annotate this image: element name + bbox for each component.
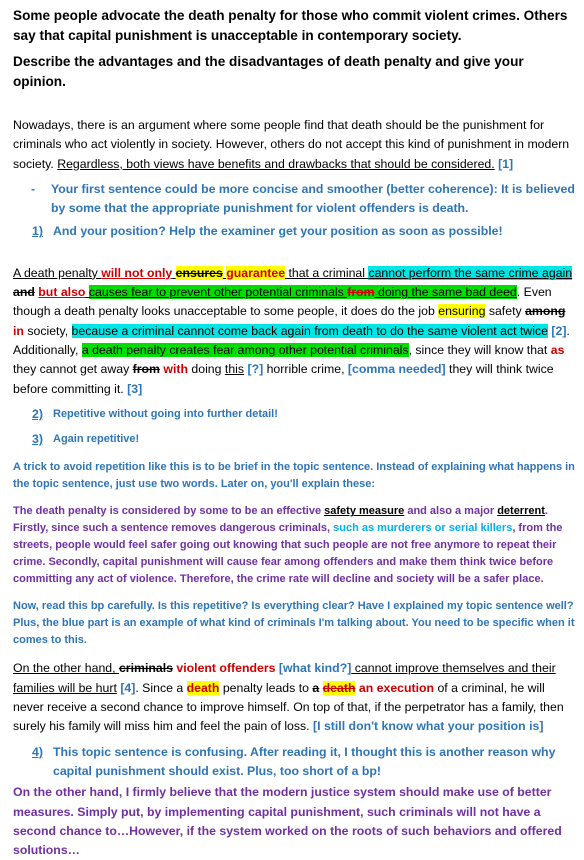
p3-correction: violent offenders xyxy=(176,661,276,676)
example-seg: , from the streets, people would feel safer going out knowing that such people are not free anymore to repeat their crime. Secondly, capital punishment will cause fear among offenders and make them think twice before committing any act of violence. Therefore, the crime rate will decline and society will be a safer place. xyxy=(13,522,563,586)
p2-strike: among xyxy=(525,304,566,319)
feedback-1-text: Your first sentence could be more concise and smoother (better coherence): It is believed by some that the appropriate punishment for violent offenders is death. xyxy=(51,181,575,216)
prompt-question: Describe the advantages and the disadvantages of death penalty and give your opinion. xyxy=(13,54,524,89)
prompt-statement: Some people advocate the death penalty for those who commit violent crimes. Others say that capital punishment is unacceptable in contemporary society. xyxy=(13,8,568,43)
example-seg: . Firstly, since such a sentence removes dangerous criminals, xyxy=(13,505,548,535)
essay-document xyxy=(13,6,575,860)
p2-strike: from xyxy=(347,285,375,300)
p2-correction: guarantee xyxy=(226,265,286,280)
p3-correction: an execution xyxy=(358,680,435,695)
p2-ref: [3] xyxy=(127,381,143,396)
p2-highlight-yellow: ensuring xyxy=(438,304,486,319)
p2-highlight-green: doing the same bad deed xyxy=(374,285,517,300)
p3-strike: death xyxy=(322,680,356,695)
p3-highlight-yellow: death xyxy=(186,680,220,695)
feedback-dash: - xyxy=(31,181,36,196)
p2-seg: A death penalty xyxy=(13,265,102,280)
p2-seg: . Even though a death penalty looks unacceptable to some people, it does do the job xyxy=(13,285,552,319)
example-underline: deterrent xyxy=(497,505,545,518)
p2-seg: society, xyxy=(23,323,72,338)
p2-correction: will not only xyxy=(101,265,173,280)
p2-correction: in xyxy=(13,323,24,338)
p2-ref: [comma needed] xyxy=(347,362,446,377)
example-underline: safety measure xyxy=(324,505,405,518)
feedback-1-number: 1) xyxy=(32,224,43,239)
example-seg: and also a major xyxy=(404,505,498,518)
p3-strike: a xyxy=(312,680,320,695)
p2-seg: they will think twice before committing it. xyxy=(13,362,554,396)
note-paragraph: Now, read this bp carefully. Is this repetitive? Is everything clear? Have I explained my topic sentence well? Plus, the blue part is an example of what kind of criminals I'm talking about. You need to be specific when it comes to this. xyxy=(13,600,575,647)
p3-ref: [4] xyxy=(120,680,136,695)
p2-strike: from xyxy=(132,362,160,377)
p2-seg: doing xyxy=(187,362,225,377)
intro-sentences: Nowadays, there is an argument where some people find that death should be the punishment for criminals who act violently in society. However, others do not accept this kind of punishment in modern society. xyxy=(13,118,570,171)
p2-seg: . Additionally, xyxy=(13,323,570,357)
p2-highlight-green: causes fear to prevent other potential criminals xyxy=(88,285,348,300)
example-seg: The death penalty is considered by some to be an effective xyxy=(13,505,325,518)
feedback-4-number: 4) xyxy=(32,744,43,759)
p3-seg: . Since a xyxy=(135,680,187,695)
feedback-2 xyxy=(13,405,575,424)
p2-seg: , since they will know that xyxy=(408,342,551,357)
intro-thesis: Regardless, both views have benefits and drawbacks that should be considered. xyxy=(57,156,495,171)
p2-seg: they cannot get away xyxy=(13,362,133,377)
feedback-4-text: This topic sentence is confusing. After reading it, I thought this is another reason why capital punishment should exist. Plus, too short of a bp! xyxy=(53,744,556,778)
p2-seg: horrible crime, xyxy=(263,362,348,377)
p2-ref: [?] xyxy=(247,362,264,377)
p2-strike: and xyxy=(13,285,35,300)
p2-ref: [2] xyxy=(547,323,567,338)
body-paragraph-1 xyxy=(13,264,575,399)
p2-correction: with xyxy=(163,362,188,377)
p2-seg: that a criminal xyxy=(285,265,369,280)
p3-strike: criminals xyxy=(118,661,173,676)
p3-ref: [what kind?] xyxy=(278,661,352,676)
feedback-2-text: Repetitive without going into further detail! xyxy=(53,407,278,420)
intro-ref: [1] xyxy=(494,156,514,171)
feedback-3-number: 3) xyxy=(32,432,43,447)
feedback-3 xyxy=(13,430,575,449)
p2-correction: as xyxy=(550,342,565,357)
feedback-3-text: Again repetitive! xyxy=(53,433,140,446)
p3-seg: can xyxy=(351,661,375,676)
p3-seg: On the other hand, xyxy=(13,661,119,676)
feedback-1-text2: And your position? Help the examiner get your position as soon as possible! xyxy=(53,224,503,239)
p2-seg: safety xyxy=(485,304,526,319)
tip-paragraph: A trick to avoid repetition like this is to be brief in the topic sentence. Instead of explaining what happens in the topic sentence, just use two words. Later on, you'll explain these: xyxy=(13,461,575,491)
example-paragraph xyxy=(13,503,575,588)
feedback-2-number: 2) xyxy=(32,406,43,421)
intro-paragraph xyxy=(13,116,575,174)
example-blue-part: such as murderers or serial killers xyxy=(333,522,513,535)
feedback-1 xyxy=(13,180,575,242)
body-paragraph-2 xyxy=(13,659,575,736)
p2-highlight-cyan: cannot perform the same crime again xyxy=(368,265,573,280)
p3-ref: [I still don't know what your position is] xyxy=(313,719,544,734)
p3-seg: not improve themselves and their families will be hurt xyxy=(13,661,556,695)
p3-seg: of a criminal, he will never receive a second chance to improve himself. On top of that, if the perpetrator has a family, then surely his family will miss him and feel the pain of loss. xyxy=(13,680,564,734)
p2-strike: ensures xyxy=(175,265,223,280)
p2-seg: this xyxy=(224,362,245,377)
p2-highlight-cyan: because a criminal cannot come back again from death to do the same violent act twice xyxy=(71,323,548,338)
p3-seg: penalty leads to xyxy=(219,680,313,695)
p2-correction: but also xyxy=(38,285,86,300)
closing-paragraph: On the other hand, I firmly believe that the modern justice system should make use of better measures. Simply put, by implementing capital punishment, such criminals will not have a second chance to…However, if the system worked on the roots of such behaviors and offered solutions… xyxy=(13,785,562,858)
p2-highlight-green: a death penalty creates fear among other potential criminals xyxy=(81,342,409,357)
